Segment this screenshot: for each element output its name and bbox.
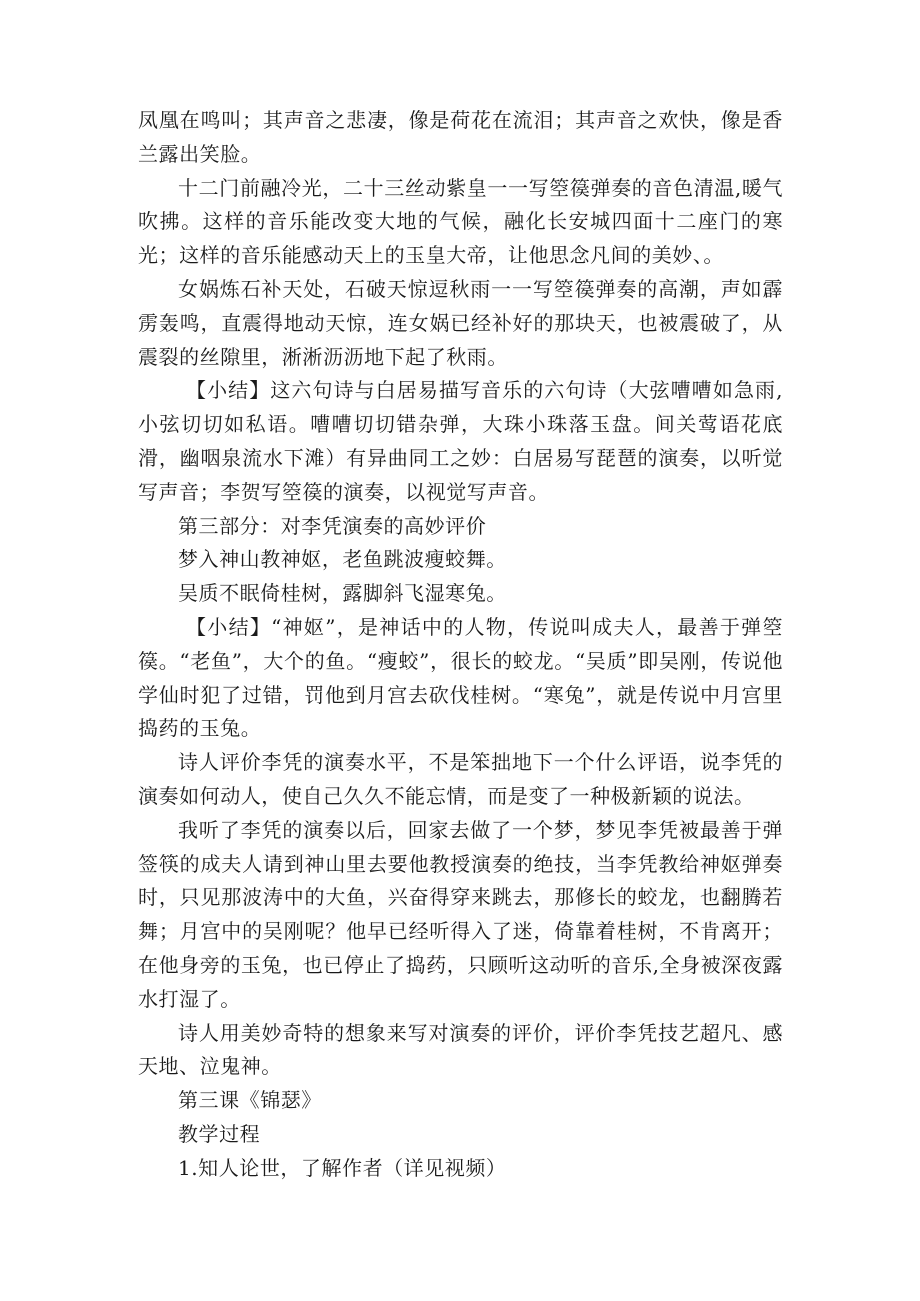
paragraph-summary-2: 【小结】“神妪”，是神话中的人物，传说叫成夫人，最善于弹箜篌。“老鱼”，大个的鱼。“瘦蛟”，很长的蛟龙。“吴质”即吴刚，传说他学仙时犯了过错，罚他到月宫去砍伐桂树。“寒兔”，就是传说中月宫里捣药的玉兔。 (138, 614, 783, 741)
paragraph-imagination: 诗人用美妙奇特的想象来写对演奏的评价，评价李凭技艺超凡、感天地、泣鬼神。 (138, 1020, 783, 1079)
poem-line-1: 梦入神山教神妪，老鱼跳波瘦蛟舞。 (178, 547, 507, 572)
lesson-title: 第三课《锦瑟》 (178, 1088, 322, 1113)
document-page (138, 104, 783, 1186)
paragraph-continuation: 凤凰在鸣叫；其声音之悲凄，像是荷花在流泪；其声音之欢快，像是香兰露出笑脸。 (138, 108, 783, 166)
poem-line-2: 吴质不眠倚桂树，露脚斜飞湿寒兔。 (178, 581, 507, 606)
paragraph-summary-1: 【小结】这六句诗与白居易描写音乐的六句诗（大弦嘈嘈如急雨,小弦切切如私语。嘈嘈切切错杂弹，大珠小珠落玉盘。间关莺语花底滑，幽咽泉流水下滩）有异曲同工之妙：白居易写琵琶的演奏，以听觉写声音；李贺写箜篌的演奏，以视觉写声音。 (138, 378, 783, 504)
step-one: 1.知人论世，了解作者（详见视频） (178, 1155, 507, 1180)
section-heading-part-three: 第三部分：对李凭演奏的高妙评价 (178, 513, 487, 538)
paragraph-twelve-gates: 十二门前融冷光，二十三丝动紫皇一一写箜篌弹奏的音色清温,暖气吹拂。这样的音乐能改变大地的气候，融化长安城四面十二座门的寒光；这样的音乐能感动天上的玉皇大帝，让他思念凡间的美妙、。 (138, 175, 783, 268)
paragraph-evaluation: 诗人评价李凭的演奏水平，不是笨拙地下一个什么评语，说李凭的演奏如何动人，使自己久久不能忘情，而是变了一种极新颖的说法。 (138, 750, 783, 808)
paragraph-dream: 我听了李凭的演奏以后，回家去做了一个梦，梦见李凭被最善于弹签筷的成夫人请到神山里去要他教授演奏的绝技，当李凭教给神妪弹奏时，只见那波涛中的大鱼，兴奋得穿来跳去，那修长的蛟龙，也翻腾若舞；月宫中的吴刚呢？他早已经听得入了迷，倚靠着桂树，不肯离开；在他身旁的玉兔，也已停止了捣药，只顾听这动听的音乐,全身被深夜露水打湿了。 (138, 817, 783, 1011)
paragraph-nuwa: 女娲炼石补天处，石破天惊逗秋雨一一写箜篌弹奏的高潮，声如霹雳轰鸣，直震得地动天惊，连女娲已经补好的那块天，也被震破了，从震裂的丝隙里，淅淅沥沥地下起了秋雨。 (138, 276, 783, 369)
teaching-process-heading: 教学过程 (178, 1121, 261, 1146)
